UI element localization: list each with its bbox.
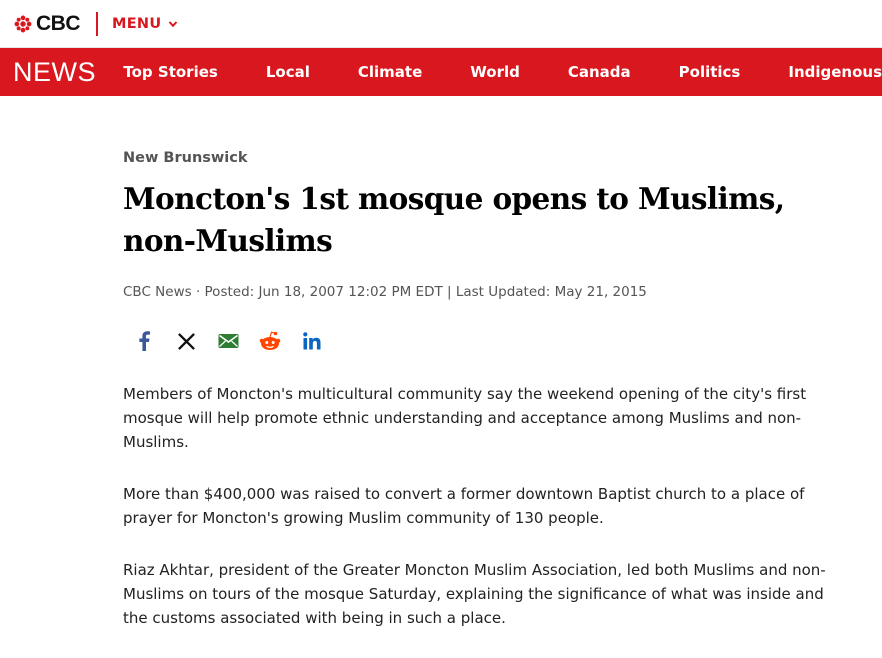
article-headline: Moncton's 1st mosque opens to Muslims, non-Muslims <box>123 181 785 258</box>
article-paragraph: Riaz Akhtar, president of the Greater Moncton Muslim Association, led both Muslims and non-Muslims on tours of the mosque Saturday, explaining the significance of what was inside and the customs associated with being in such a place. <box>123 561 826 627</box>
nav-item-top-stories[interactable]: Top Stories <box>123 63 218 81</box>
nav-item-politics[interactable]: Politics <box>678 63 741 81</box>
article-paragraph: More than $400,000 was raised to convert a former downtown Baptist church to a place of prayer for Moncton's growing Muslim community of 130 people. <box>123 485 805 527</box>
cbc-logo[interactable] <box>14 12 80 36</box>
section-label[interactable]: New Brunswick <box>123 150 248 166</box>
top-header <box>0 0 882 48</box>
nav-item-local[interactable]: Local <box>265 63 310 81</box>
article-byline: CBC News · Posted: Jun 18, 2007 12:02 PM EDT | Last Updated: May 21, 2015 <box>123 284 647 300</box>
nav-items <box>123 63 882 81</box>
section-nav <box>0 48 882 96</box>
nav-item-indigenous[interactable]: Indigenous <box>788 63 882 81</box>
reddit-icon[interactable] <box>259 330 281 352</box>
chevron-down-icon <box>168 19 178 29</box>
nav-item-climate[interactable]: Climate <box>357 63 423 81</box>
cbc-gem-icon <box>14 15 32 33</box>
nav-item-canada[interactable]: Canada <box>567 63 631 81</box>
facebook-icon[interactable] <box>133 330 155 352</box>
linkedin-icon[interactable] <box>301 330 323 352</box>
article <box>123 150 848 658</box>
menu-button[interactable] <box>112 16 178 32</box>
header-divider <box>96 12 98 36</box>
article-body <box>123 382 848 630</box>
email-icon[interactable] <box>217 330 239 352</box>
cbc-logo-text: CBC <box>36 11 80 35</box>
nav-item-world[interactable]: World <box>470 63 520 81</box>
menu-label: MENU <box>112 15 162 32</box>
share-bar <box>133 330 848 352</box>
x-icon[interactable] <box>175 330 197 352</box>
news-brand[interactable]: NEWS <box>13 56 96 87</box>
article-paragraph: Members of Moncton's multicultural community say the weekend opening of the city's first mosque will help promote ethnic understanding and acceptance among Muslims and non-Muslims. <box>123 385 807 451</box>
